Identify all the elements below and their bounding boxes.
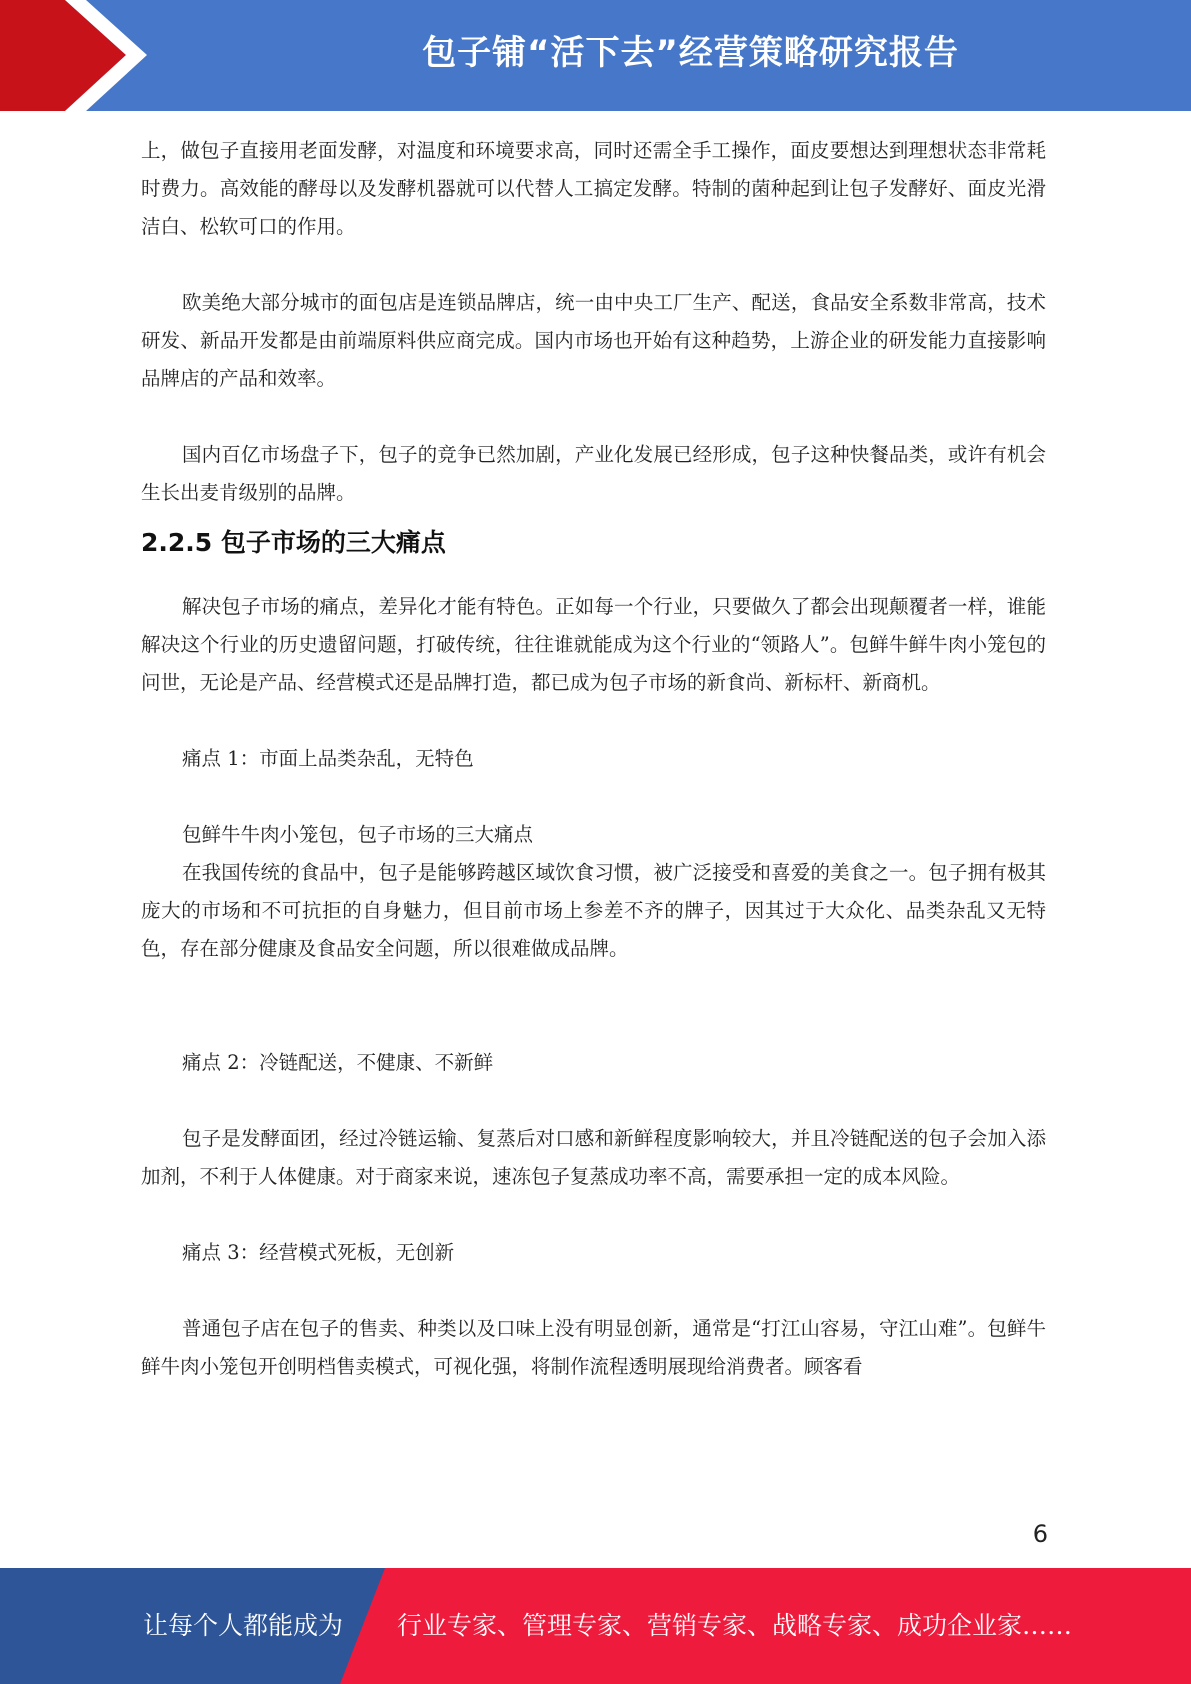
pain-point-3-title: 痛点 3：经营模式死板，无创新: [182, 1241, 455, 1264]
paragraph-business-model: 普通包子店在包子的售卖、种类以及口味上没有明显创新，通常是“打江山容易，守江山难”。包鲜牛鲜牛肉小笼包开创明档售卖模式，可视化强，将制作流程透明展现给消费者。顾客看: [141, 1317, 1046, 1378]
footer-slogan-left: 让每个人都能成为: [143, 1611, 344, 1640]
paragraph-subtitle-line: 包鲜牛牛肉小笼包，包子市场的三大痛点: [182, 823, 534, 846]
document-body: [141, 132, 1046, 1386]
paragraph-domestic-market: 国内百亿市场盘子下，包子的竞争已然加剧，产业化发展已经形成，包子这种快餐品类，或许有机会生长出麦肯级别的品牌。: [141, 443, 1046, 504]
paragraph-fermentation: 上，做包子直接用老面发酵，对温度和环境要求高，同时还需全手工操作，面皮要想达到理想状态非常耗时费力。高效能的酵母以及发酵机器就可以代替人工搞定发酵。特制的菌种起到让包子发酵好、面皮光滑洁白、松软可口的作用。: [141, 139, 1046, 238]
pain-point-1-title: 痛点 1：市面上品类杂乱，无特色: [182, 747, 474, 770]
page-footer: [0, 1568, 1191, 1684]
page-header: [0, 0, 1191, 111]
report-title: 包子铺“活下去”经营策略研究报告: [422, 33, 959, 73]
paragraph-western-bakeries: 欧美绝大部分城市的面包店是连锁品牌店，统一由中央工厂生产、配送，食品安全系数非常高，技术研发、新品开发都是由前端原料供应商完成。国内市场也开始有这种趋势，上游企业的研发能力直接影响品牌店的产品和效率。: [141, 291, 1046, 390]
header-arrow-decoration: [0, 0, 200, 111]
pain-point-2-title: 痛点 2：冷链配送，不健康、不新鲜: [182, 1051, 494, 1074]
paragraph-pain-points-intro: 解决包子市场的痛点，差异化才能有特色。正如每一个行业，只要做久了都会出现颠覆者一样，谁能解决这个行业的历史遗留问题，打破传统，往往谁就能成为这个行业的“领路人”。包鲜牛鲜牛肉小笼包的问世，无论是产品、经营模式还是品牌打造，都已成为包子市场的新食尚、新标杆、新商机。: [141, 595, 1046, 694]
paragraph-cold-chain: 包子是发酵面团，经过冷链运输、复蒸后对口感和新鲜程度影响较大，并且冷链配送的包子会加入添加剂，不利于人体健康。对于商家来说，速冻包子复蒸成功率不高，需要承担一定的成本风险。: [141, 1127, 1046, 1188]
page-number: 6: [1032, 1520, 1048, 1548]
footer-slogan-right: 行业专家、管理专家、营销专家、战略专家、成功企业家……: [397, 1611, 1073, 1640]
section-heading: 2.2.5 包子市场的三大痛点: [141, 528, 446, 557]
paragraph-traditional-food: 在我国传统的食品中，包子是能够跨越区域饮食习惯，被广泛接受和喜爱的美食之一。包子拥有极其庞大的市场和不可抗拒的自身魅力，但目前市场上参差不齐的牌子，因其过于大众化、品类杂乱又无特色，存在部分健康及食品安全问题，所以很难做成品牌。: [141, 861, 1046, 960]
